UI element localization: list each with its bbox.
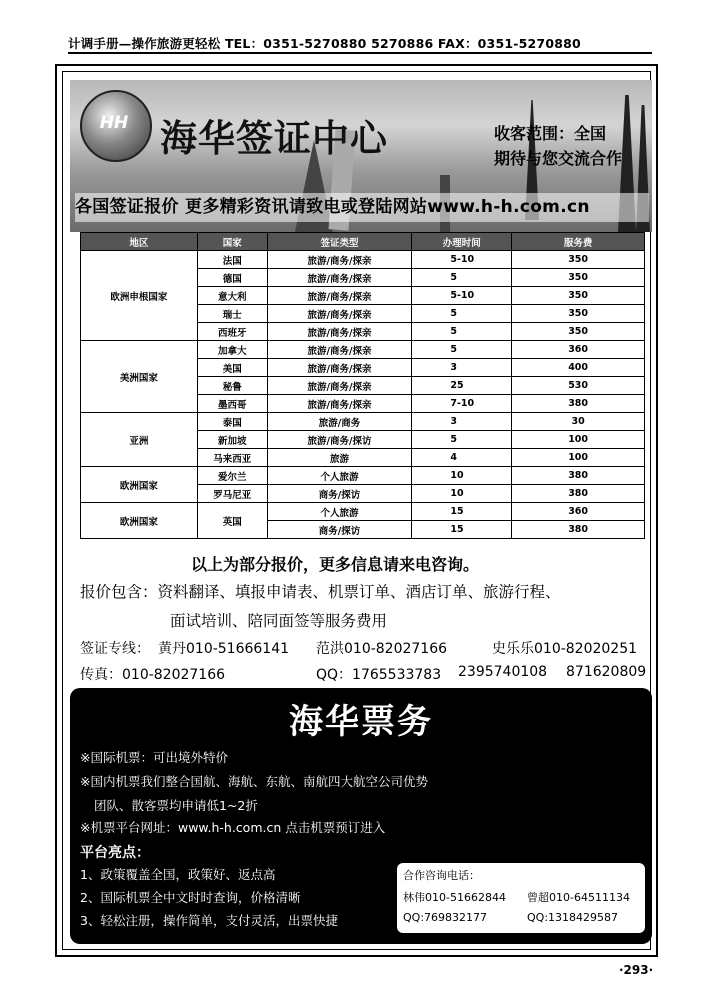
country-cell: 美国 bbox=[197, 359, 267, 377]
country-cell: 法国 bbox=[197, 251, 267, 269]
ticket-line-2: ※国内机票我们整合国航、海航、东航、南航四大航空公司优势 bbox=[80, 774, 428, 789]
type-cell: 商务/探访 bbox=[267, 485, 412, 503]
ticket-title: 海华票务 bbox=[289, 702, 433, 742]
country-cell: 德国 bbox=[197, 269, 267, 287]
country-cell: 马来西亚 bbox=[197, 449, 267, 467]
time-cell: 10 bbox=[412, 467, 512, 485]
type-cell: 商务/探访 bbox=[267, 521, 412, 539]
time-cell: 15 bbox=[412, 521, 512, 539]
country-cell: 英国 bbox=[197, 503, 267, 539]
includes-line-1: 报价包含：资料翻译、填报申请表、机票订单、酒店订单、旅游行程、 bbox=[80, 583, 561, 601]
banner-tagline: 各国签证报价 更多精彩资讯请致电或登陆网站www.h-h.com.cn bbox=[75, 193, 649, 222]
country-cell: 新加坡 bbox=[197, 431, 267, 449]
country-cell: 秘鲁 bbox=[197, 377, 267, 395]
contact-phone-2: 曾超010-64511134 bbox=[527, 891, 630, 904]
pricing-headline: 以上为部分报价，更多信息请来电咨询。 bbox=[191, 555, 480, 574]
type-cell: 旅游/商务/探亲 bbox=[267, 395, 412, 413]
header-visa-type: 签证类型 bbox=[267, 233, 412, 251]
type-cell: 旅游/商务/探访 bbox=[267, 431, 412, 449]
qq-2: 2395740108 bbox=[458, 664, 548, 680]
time-cell: 5 bbox=[412, 269, 512, 287]
scope-info bbox=[494, 121, 622, 171]
fee-cell: 530 bbox=[512, 377, 645, 395]
table-row bbox=[81, 503, 645, 521]
visa-price-table bbox=[80, 232, 645, 539]
fee-cell: 350 bbox=[512, 251, 645, 269]
time-cell: 5 bbox=[412, 431, 512, 449]
contact-box bbox=[397, 863, 645, 933]
country-cell: 泰国 bbox=[197, 413, 267, 431]
ticket-line-1: ※国际机票：可出境外特价 bbox=[80, 750, 228, 765]
type-cell: 旅游 bbox=[267, 449, 412, 467]
country-cell: 爱尔兰 bbox=[197, 467, 267, 485]
time-cell: 5 bbox=[412, 305, 512, 323]
type-cell: 旅游/商务/探亲 bbox=[267, 287, 412, 305]
country-cell: 西班牙 bbox=[197, 323, 267, 341]
includes-line-2: 面试培训、陪同面签等服务费用 bbox=[170, 612, 388, 630]
fee-cell: 380 bbox=[512, 485, 645, 503]
country-cell: 墨西哥 bbox=[197, 395, 267, 413]
contact-title: 合作咨询电话： bbox=[403, 869, 480, 882]
fee-cell: 360 bbox=[512, 341, 645, 359]
qq-1: QQ：1765533783 bbox=[316, 667, 442, 683]
time-cell: 5-10 bbox=[412, 251, 512, 269]
type-cell: 旅游/商务/探亲 bbox=[267, 359, 412, 377]
table-row bbox=[81, 467, 645, 485]
time-cell: 5 bbox=[412, 323, 512, 341]
fax-line: 传真：010-82027166 bbox=[80, 667, 226, 683]
time-cell: 3 bbox=[412, 359, 512, 377]
qq-3: 871620809 bbox=[566, 664, 647, 680]
highlight-3: 3、轻松注册，操作简单，支付灵活，出票快捷 bbox=[80, 913, 338, 928]
hotline-2: 范洪010-82027166 bbox=[316, 641, 448, 657]
country-cell: 瑞士 bbox=[197, 305, 267, 323]
region-cell: 欧洲国家 bbox=[81, 467, 198, 503]
type-cell: 旅游/商务/探亲 bbox=[267, 269, 412, 287]
hotline-1: 黄丹010-51666141 bbox=[158, 641, 290, 657]
fee-cell: 100 bbox=[512, 431, 645, 449]
fee-cell: 380 bbox=[512, 521, 645, 539]
contact-qq-1: QQ:769832177 bbox=[403, 911, 488, 924]
time-cell: 5 bbox=[412, 341, 512, 359]
header-service-fee: 服务费 bbox=[512, 233, 645, 251]
type-cell: 旅游/商务/探亲 bbox=[267, 341, 412, 359]
highlight-1: 1、政策覆盖全国，政策好、返点高 bbox=[80, 867, 276, 882]
highlight-2: 2、国际机票全中文时时查询，价格清晰 bbox=[80, 890, 301, 905]
region-cell: 欧洲申根国家 bbox=[81, 251, 198, 341]
ticket-line-4[interactable]: ※机票平台网址：www.h-h.com.cn 点击机票预订进入 bbox=[80, 820, 386, 835]
contact-phone-1: 林伟010-51662844 bbox=[403, 891, 506, 904]
header-region: 地区 bbox=[81, 233, 198, 251]
header-processing-time: 办理时间 bbox=[412, 233, 512, 251]
page-number: ·293· bbox=[619, 963, 654, 977]
page-header: 计调手册—操作旅游更轻松 TEL：0351-5270880 5270886 FAX：0351-5270880 bbox=[68, 36, 581, 51]
time-cell: 3 bbox=[412, 413, 512, 431]
type-cell: 个人旅游 bbox=[267, 503, 412, 521]
type-cell: 旅游/商务/探亲 bbox=[267, 305, 412, 323]
ticket-line-3: 团队、散客票均申请低1~2折 bbox=[94, 798, 258, 813]
type-cell: 旅游/商务/探亲 bbox=[267, 251, 412, 269]
time-cell: 7-10 bbox=[412, 395, 512, 413]
table-header-row bbox=[81, 233, 645, 251]
fee-cell: 360 bbox=[512, 503, 645, 521]
fee-cell: 350 bbox=[512, 287, 645, 305]
type-cell: 旅游/商务 bbox=[267, 413, 412, 431]
fee-cell: 400 bbox=[512, 359, 645, 377]
header-divider bbox=[68, 52, 652, 54]
region-cell: 欧洲国家 bbox=[81, 503, 198, 539]
time-cell: 25 bbox=[412, 377, 512, 395]
fee-cell: 100 bbox=[512, 449, 645, 467]
brand-title: 海华签证中心 bbox=[160, 117, 388, 160]
fee-cell: 350 bbox=[512, 323, 645, 341]
country-cell: 意大利 bbox=[197, 287, 267, 305]
fee-cell: 350 bbox=[512, 269, 645, 287]
fee-cell: 350 bbox=[512, 305, 645, 323]
country-cell: 加拿大 bbox=[197, 341, 267, 359]
fee-cell: 380 bbox=[512, 395, 645, 413]
type-cell: 个人旅游 bbox=[267, 467, 412, 485]
fee-cell: 30 bbox=[512, 413, 645, 431]
table-row bbox=[81, 341, 645, 359]
region-cell: 美洲国家 bbox=[81, 341, 198, 413]
hotline-3: 史乐乐010-82020251 bbox=[492, 641, 638, 657]
highlights-title: 平台亮点： bbox=[80, 845, 150, 861]
region-cell: 亚洲 bbox=[81, 413, 198, 467]
type-cell: 旅游/商务/探亲 bbox=[267, 323, 412, 341]
logo-text: HH bbox=[99, 113, 129, 133]
hotline-label: 签证专线： bbox=[80, 641, 150, 657]
time-cell: 15 bbox=[412, 503, 512, 521]
time-cell: 4 bbox=[412, 449, 512, 467]
country-cell: 罗马尼亚 bbox=[197, 485, 267, 503]
time-cell: 5-10 bbox=[412, 287, 512, 305]
fee-cell: 380 bbox=[512, 467, 645, 485]
header-country: 国家 bbox=[197, 233, 267, 251]
contact-qq-2: QQ:1318429587 bbox=[527, 911, 619, 924]
table-row bbox=[81, 251, 645, 269]
type-cell: 旅游/商务/探亲 bbox=[267, 377, 412, 395]
table-row bbox=[81, 413, 645, 431]
time-cell: 10 bbox=[412, 485, 512, 503]
scope-line-2: 期待与您交流合作 bbox=[494, 149, 623, 168]
scope-line-1: 收客范围：全国 bbox=[494, 124, 607, 143]
